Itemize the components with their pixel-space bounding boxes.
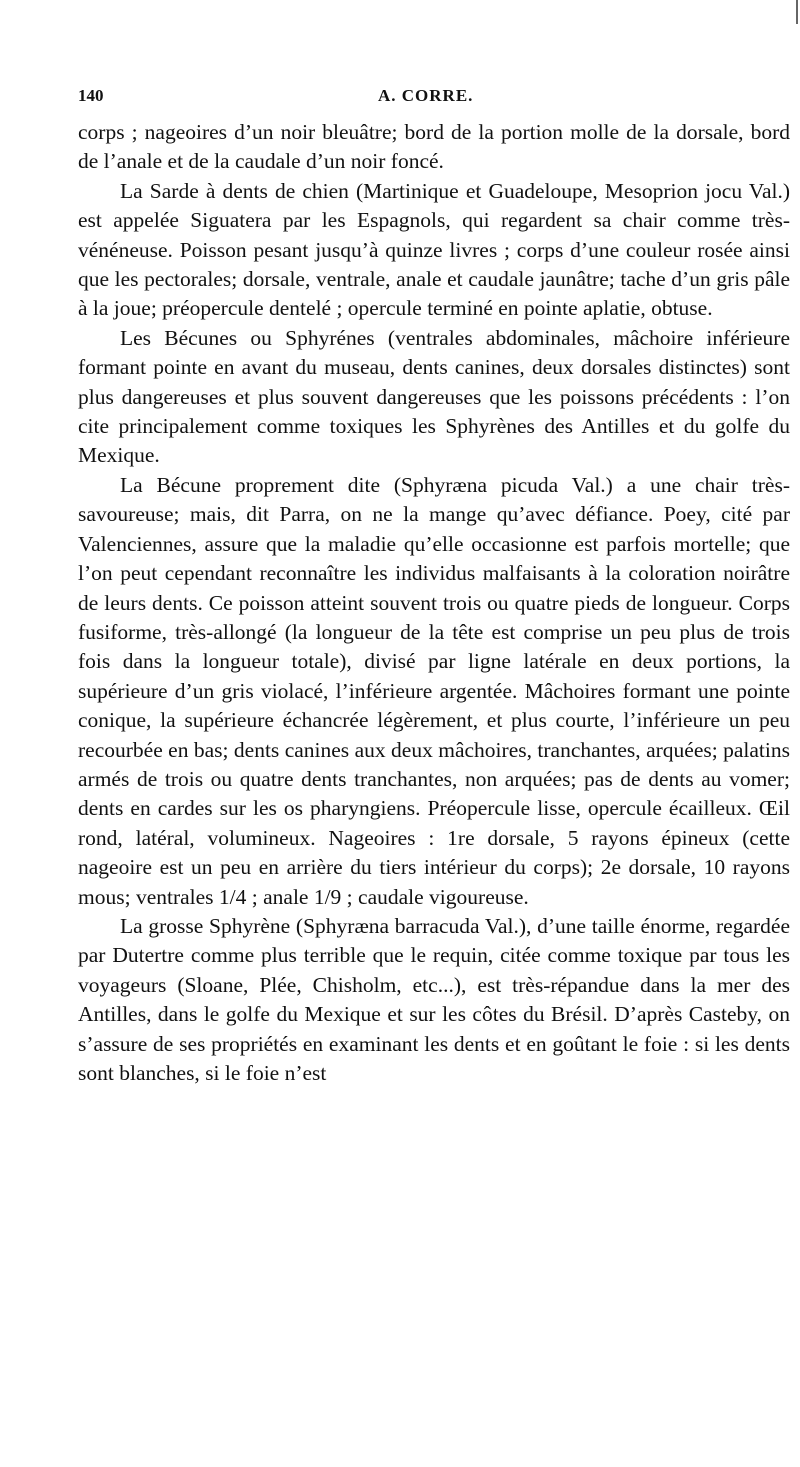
page-header [78,86,778,112]
page-number: 140 [78,86,104,105]
paragraph-continuation: corps ; nageoires d’un noir bleuâtre; bord de la portion molle de la dorsale, bord de l’anale et de la caudale d’un noir foncé. [78,120,790,174]
paragraph-grosse-sphyrene: La grosse Sphyrène (Sphyræna barracuda Val.), d’une taille énorme, regardée par Dutertre comme plus terrible que le requin, citée comme toxique par tous les voyageurs (Sloane, Plée, Chisholm, etc...), est très-répandue dans la mer des Antilles, dans le golfe du Mexique et sur les côtes du Brésil. D’après Casteby, on s’assure de ses propriétés en examinant les dents et en goûtant le foie : si les dents sont blanches, si le foie n’est [78,913,790,1085]
paragraph-becune-picuda: La Bécune proprement dite (Sphyræna picuda Val.) a une chair très-savoureuse; mais, dit Parra, on ne la mange qu’avec défiance. Poey, cité par Valenciennes, assure que la maladie qu’elle occasionne est parfois mortelle; que l’on peut cependant reconnaître les individus malfaisants à la coloration noirâtre de leurs dents. Ce poisson atteint souvent trois ou quatre pieds de longueur. Corps fusiforme, très-allongé (la longueur de la tête est comprise un peu plus de trois fois dans la longueur totale), divisé par ligne latérale en deux portions, la supérieure d’un gris violacé, l’inférieure argentée. Mâchoires formant une pointe conique, la supérieure échancrée légèrement, et plus courte, l’inférieure un peu recourbée en bas; dents canines aux deux mâchoires, tranchantes, arquées; palatins armés de trois ou quatre dents tranchantes, non arquées; pas de dents au vomer; dents en cardes sur les os pharyngiens. Préopercule lisse, opercule écailleux. Œil rond, latéral, volumineux. Nageoires : 1re dorsale, 5 rayons épineux (cette nageoire est un peu en arrière du tiers intérieur du corps); 2e dorsale, 10 rayons mous; ventrales 1/4 ; anale 1/9 ; caudale vigoureuse. [78,472,790,909]
page-body [78,118,790,1088]
page-edge-mark [796,0,798,24]
paragraph-sarde: La Sarde à dents de chien (Martinique et Guadeloupe, Mesoprion jocu Val.) est appelée Siguatera par les Espagnols, qui regardent sa chair comme très-vénéneuse. Poisson pesant jusqu’à quinze livres ; corps d’une couleur rosée ainsi que les pectorales; dorsale, ventrale, anale et caudale jaunâtre; tache d’un gris pâle à la joue; préopercule dentelé ; opercule terminé en pointe aplatie, obtuse. [78,178,790,321]
running-title: A. CORRE. [378,86,474,105]
paragraph-becunes: Les Bécunes ou Sphyrénes (ventrales abdominales, mâchoire inférieure formant pointe en avant du museau, dents canines, deux dorsales distinctes) sont plus dangereuses et plus souvent dangereuses que les poissons précédents : l’on cite principalement comme toxiques les Sphyrènes des Antilles et du golfe du Mexique. [78,325,790,468]
